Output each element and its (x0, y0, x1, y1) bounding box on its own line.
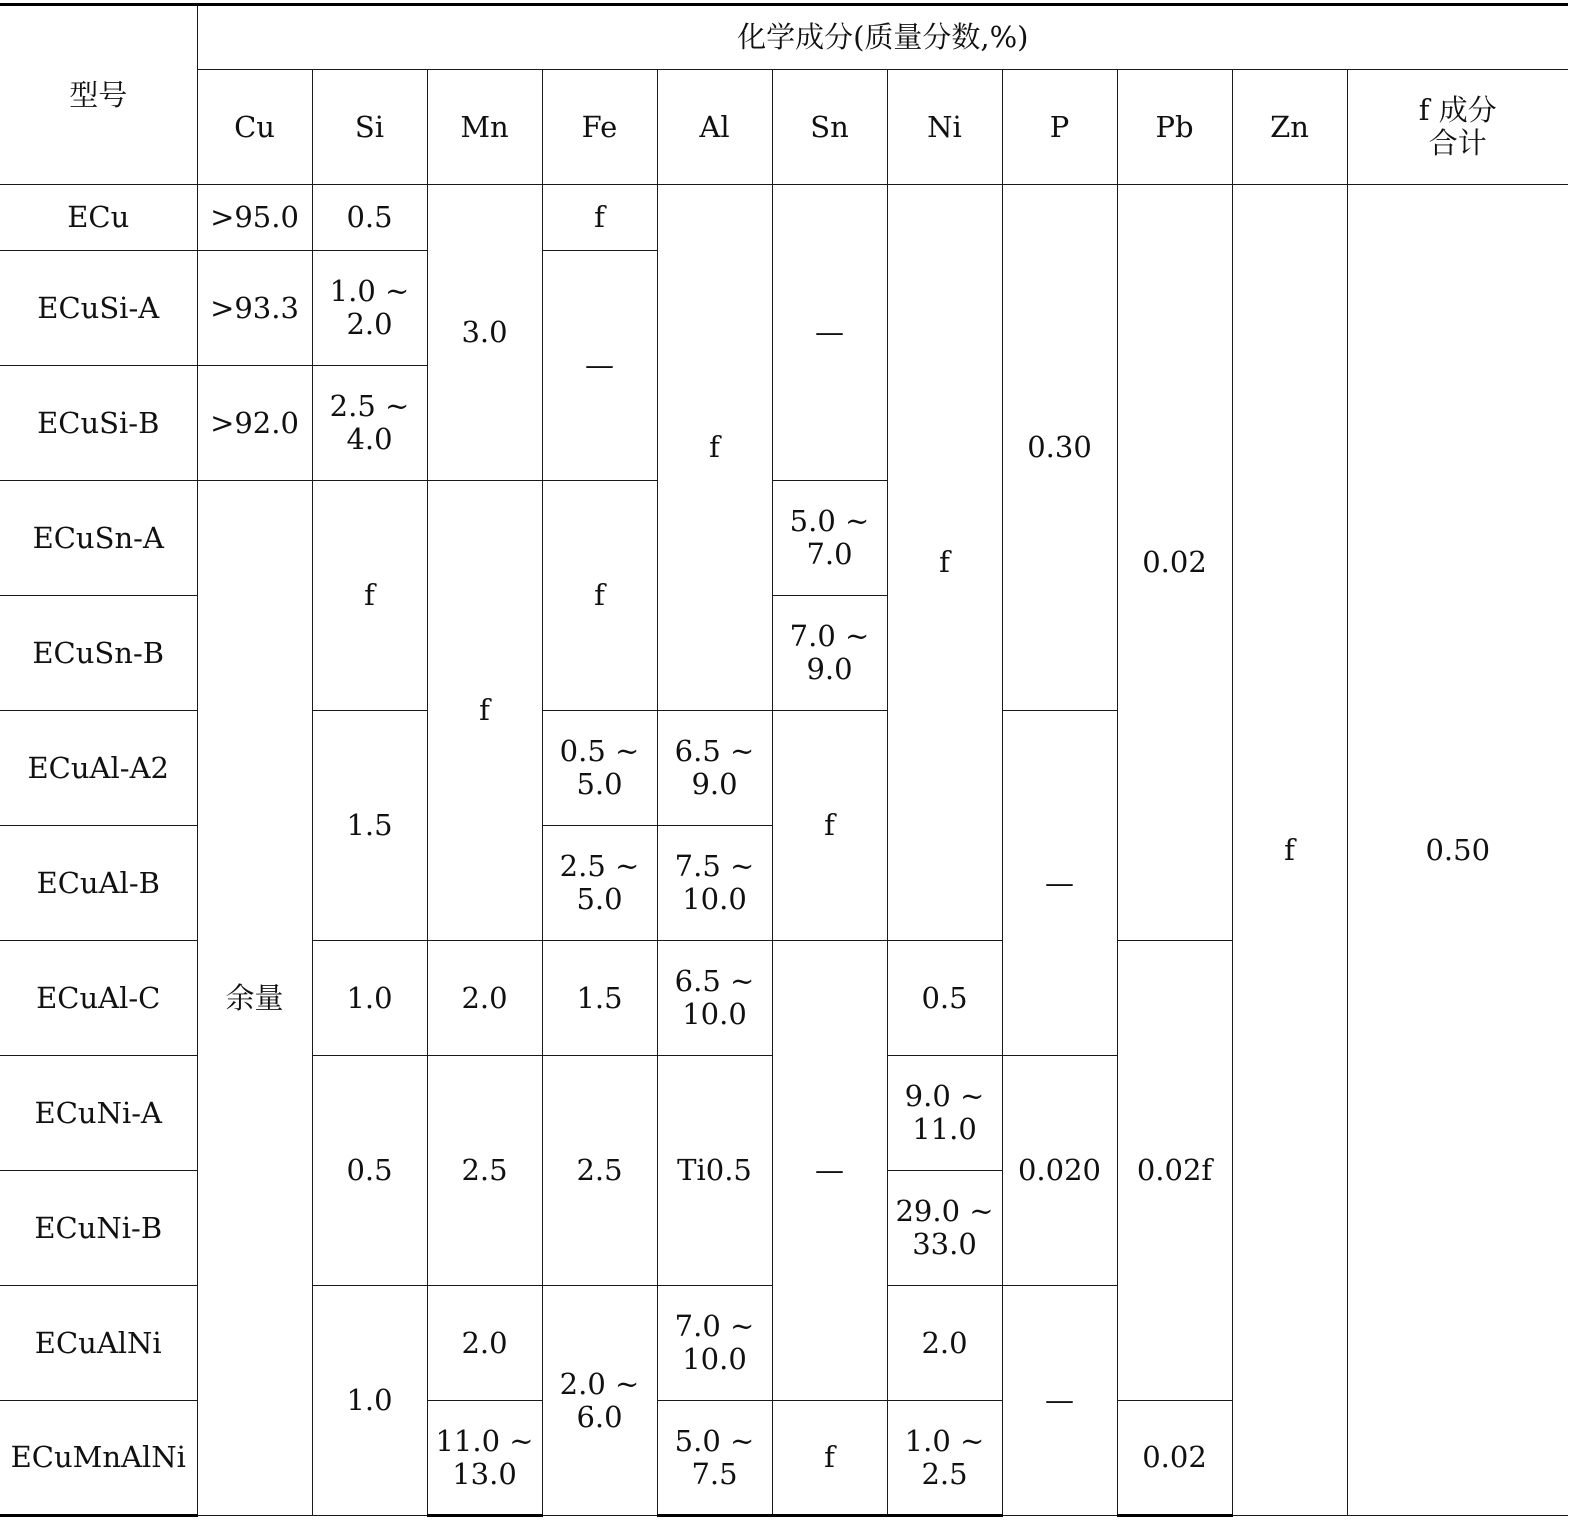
row-label-ecuni-a: ECuNi-A (0, 1056, 197, 1171)
cell-fe: 0.5 ~ 5.0 (542, 711, 657, 826)
cell-al: 6.5 ~ 10.0 (657, 941, 772, 1056)
cell-si: 1.5 (312, 711, 427, 941)
cell-al: 7.5 ~ 10.0 (657, 826, 772, 941)
row-label-ecuni-b: ECuNi-B (0, 1171, 197, 1286)
header-total: f 成分 合计 (1347, 70, 1568, 185)
row-label-ecual-b: ECuAl-B (0, 826, 197, 941)
cell-cu: >92.0 (197, 366, 312, 481)
row-label-ecual-c: ECuAl-C (0, 941, 197, 1056)
row-label-ecumnalni: ECuMnAlNi (0, 1401, 197, 1516)
cell-fe: 2.0 ~ 6.0 (542, 1286, 657, 1516)
cell-mn: 11.0 ~ 13.0 (427, 1401, 542, 1516)
cell-mn: 2.0 (427, 1286, 542, 1401)
cell-total: 0.50 (1347, 185, 1568, 1516)
cell-ni: 1.0 ~ 2.5 (887, 1401, 1002, 1516)
cell-sn: f (772, 711, 887, 941)
cell-al: f (657, 185, 772, 711)
cell-si: 1.0 (312, 1286, 427, 1516)
cell-cu: >95.0 (197, 185, 312, 251)
cell-ni: 0.5 (887, 941, 1002, 1056)
cell-mn: 2.0 (427, 941, 542, 1056)
cell-fe: 2.5 (542, 1056, 657, 1286)
cell-ni: 29.0 ~ 33.0 (887, 1171, 1002, 1286)
cell-ni: 2.0 (887, 1286, 1002, 1401)
cell-si: f (312, 481, 427, 711)
cell-cu: 余量 (197, 481, 312, 1516)
header-pb: Pb (1117, 70, 1232, 185)
cell-fe: — (542, 251, 657, 481)
header-sn: Sn (772, 70, 887, 185)
cell-fe: 1.5 (542, 941, 657, 1056)
cell-mn: f (427, 481, 542, 941)
cell-fe: f (542, 481, 657, 711)
cell-al: 7.0 ~ 10.0 (657, 1286, 772, 1401)
cell-al: Ti0.5 (657, 1056, 772, 1286)
header-al: Al (657, 70, 772, 185)
cell-si: 0.5 (312, 1056, 427, 1286)
chemical-composition-table (0, 3, 1568, 1517)
header-cu: Cu (197, 70, 312, 185)
cell-si: 2.5 ~ 4.0 (312, 366, 427, 481)
cell-p: — (1002, 711, 1117, 1056)
cell-zn: f (1232, 185, 1347, 1516)
cell-mn: 3.0 (427, 185, 542, 481)
cell-p: — (1002, 1286, 1117, 1516)
cell-sn: f (772, 1401, 887, 1516)
header-fe: Fe (542, 70, 657, 185)
row-label-ecusi-a: ECuSi-A (0, 251, 197, 366)
cell-pb: 0.02f (1117, 941, 1232, 1401)
cell-ni: f (887, 185, 1002, 941)
header-model: 型号 (0, 5, 197, 185)
cell-cu: >93.3 (197, 251, 312, 366)
row-label-ecusi-b: ECuSi-B (0, 366, 197, 481)
header-group: 化学成分(质量分数,%) (197, 5, 1568, 70)
cell-pb: 0.02 (1117, 1401, 1232, 1516)
header-ni: Ni (887, 70, 1002, 185)
cell-ni: 9.0 ~ 11.0 (887, 1056, 1002, 1171)
header-mn: Mn (427, 70, 542, 185)
row-label-ecu: ECu (0, 185, 197, 251)
row-label-ecual-a2: ECuAl-A2 (0, 711, 197, 826)
cell-mn: 2.5 (427, 1056, 542, 1286)
row-label-ecusn-a: ECuSn-A (0, 481, 197, 596)
cell-al: 5.0 ~ 7.5 (657, 1401, 772, 1516)
cell-fe: 2.5 ~ 5.0 (542, 826, 657, 941)
cell-si: 1.0 ~ 2.0 (312, 251, 427, 366)
cell-si: 0.5 (312, 185, 427, 251)
cell-p: 0.020 (1002, 1056, 1117, 1286)
cell-p: 0.30 (1002, 185, 1117, 711)
cell-sn: — (772, 185, 887, 481)
header-si: Si (312, 70, 427, 185)
cell-al: 6.5 ~ 9.0 (657, 711, 772, 826)
header-zn: Zn (1232, 70, 1347, 185)
header-p: P (1002, 70, 1117, 185)
cell-fe: f (542, 185, 657, 251)
cell-sn: — (772, 941, 887, 1401)
cell-sn: 7.0 ~ 9.0 (772, 596, 887, 711)
row-label-ecualni: ECuAlNi (0, 1286, 197, 1401)
cell-pb: 0.02 (1117, 185, 1232, 941)
cell-sn: 5.0 ~ 7.0 (772, 481, 887, 596)
cell-si: 1.0 (312, 941, 427, 1056)
row-label-ecusn-b: ECuSn-B (0, 596, 197, 711)
